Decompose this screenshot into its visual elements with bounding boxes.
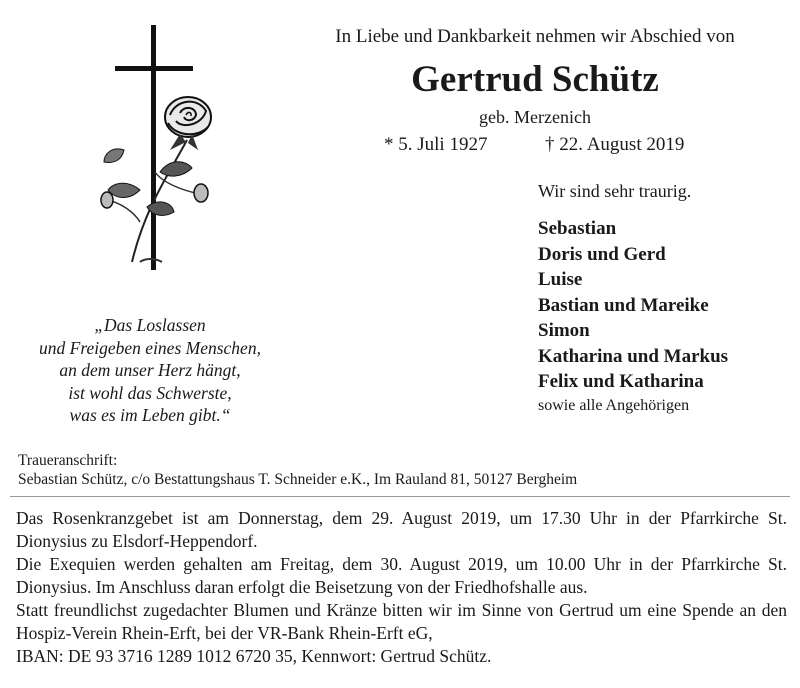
address-text: Sebastian Schütz, c/o Bestattungshaus T. Schneider e.K., Im Rauland 81, 50127 Bergheim [18, 471, 578, 488]
iban-notice: IBAN: DE 93 3716 1289 1012 6720 35, Kennwort: Gertrud Schütz. [16, 646, 492, 666]
address-label: Traueranschrift: [18, 452, 118, 469]
mourner: Doris und Gerd [538, 243, 666, 265]
mourning-statement: Wir sind sehr traurig. [538, 181, 692, 201]
exequies-notice: Die Exequien werden gehalten am Freitag, dem 30. August 2019, um 10.00 Uhr in der Pfarrkirche St. Dionysius. Im Anschluss daran erfolgt die Beisetzung von der Friedhofshalle aus. [16, 554, 787, 597]
donation-notice: Statt freundlichst zugedachter Blumen und Kränze bitten wir im Sinne von Gertrud um eine Spende an den Hospiz-Verein Rhein-Erft, bei der VR-Bank Rhein-Erft eG, [16, 600, 787, 643]
divider [10, 496, 790, 497]
quote-line: ist wohl das Schwerste, [68, 382, 232, 403]
other-relatives: sowie alle Angehörigen [538, 397, 690, 414]
mourners-list [538, 216, 728, 395]
mourner: Katharina und Markus [538, 345, 729, 367]
mourner: Felix und Katharina [538, 371, 704, 392]
mourner: Luise [538, 269, 583, 290]
death-date: † 22. August 2019 [545, 134, 685, 155]
quote-line: und Freigeben eines Menschen, [39, 337, 261, 358]
cross-with-rose-icon [100, 22, 220, 272]
birth-date: * 5. Juli 1927 [384, 134, 488, 155]
quote-line: an dem unser Herz hängt, [59, 360, 241, 380]
memorial-quote [10, 314, 290, 427]
mourner: Sebastian [538, 218, 617, 239]
mourner: Bastian und Mareike [538, 294, 709, 316]
maiden-name: geb. Merzenich [479, 107, 591, 127]
quote-line: „Das Loslassen [94, 315, 206, 335]
rosary-notice: Das Rosenkranzgebet ist am Donnerstag, dem 29. August 2019, um 17.30 Uhr in der Pfarrkirche St. Dionysius zu Elsdorf-Heppendorf. [16, 508, 787, 551]
deceased-name: Gertrud Schütz [411, 59, 659, 100]
mourner: Simon [538, 320, 590, 341]
intro-text: In Liebe und Dankbarkeit nehmen wir Abschied von [335, 26, 735, 47]
quote-line: was es im Leben gibt.“ [69, 405, 231, 425]
